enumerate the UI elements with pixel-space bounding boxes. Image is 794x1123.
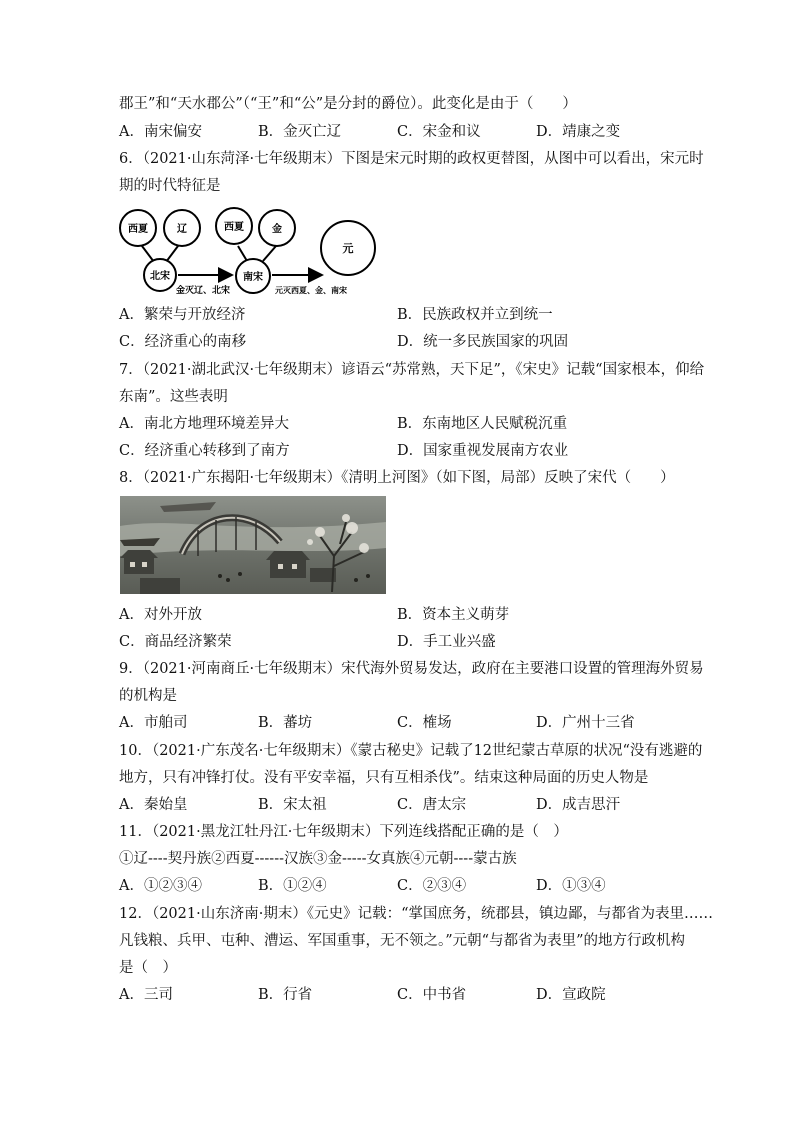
arrow-2-label: 元灭西夏、金、南宋 [275, 286, 347, 295]
svg-text:西夏: 西夏 [128, 224, 148, 235]
q7-option-b[interactable]: B．东南地区人民赋税沉重 [397, 416, 568, 432]
intro-line: 郡王”和“天水郡公”（“王”和“公”是分封的爵位）。此变化是由于（ ） [119, 96, 577, 112]
svg-text:西夏: 西夏 [224, 222, 244, 233]
q11-option-c[interactable]: C．②③④ [397, 878, 467, 894]
q8-option-c[interactable]: C．商品经济繁荣 [119, 634, 232, 650]
node-liao [164, 210, 200, 246]
q8-option-a[interactable]: A．对外开放 [119, 607, 202, 623]
q9-option-c[interactable]: C．榷场 [397, 715, 452, 731]
q10-option-a[interactable]: A．秦始皇 [119, 797, 188, 813]
q11-option-d[interactable]: D．①③④ [536, 878, 606, 894]
q10-option-d[interactable]: D．成吉思汗 [536, 797, 621, 813]
q5-option-b[interactable]: B．金灭亡辽 [258, 124, 342, 140]
q12-option-a[interactable]: A．三司 [119, 987, 173, 1003]
q9-option-a[interactable]: A．市舶司 [119, 715, 188, 731]
q9-stem-line-1: 9．（2021·河南商丘·七年级期末）宋代海外贸易发达，政府在主要港口设置的管理海外贸易 [119, 661, 704, 677]
qingming-painting-image [120, 496, 386, 594]
svg-text:辽: 辽 [177, 224, 187, 235]
q7-option-d[interactable]: D．国家重视发展南方农业 [397, 443, 569, 459]
q12-option-c[interactable]: C．中书省 [397, 987, 467, 1003]
q6-option-c[interactable]: C．经济重心的南移 [119, 334, 247, 350]
q8-stem-line-1: 8．（2021·广东揭阳·七年级期末）《清明上河图》（如下图，局部）反映了宋代（ ） [119, 470, 675, 486]
q6-option-b[interactable]: B．民族政权并立到统一 [397, 307, 553, 323]
q9-option-b[interactable]: B．蕃坊 [258, 715, 313, 731]
q9-option-d[interactable]: D．广州十三省 [536, 715, 635, 731]
q10-option-c[interactable]: C．唐太宗 [397, 797, 467, 813]
q11-stem-line-1: 11．（2021·黑龙江牡丹江·七年级期末）下列连线搭配正确的是（ ） [119, 824, 568, 840]
q10-stem-line-1: 10．（2021·广东茂名·七年级期末）《蒙古秘史》记载了12世纪蒙古草原的状况“没有逃避的 [119, 743, 703, 759]
q12-option-b[interactable]: B．行省 [258, 987, 313, 1003]
node-xixia-2 [216, 208, 252, 244]
node-jin [259, 210, 295, 246]
q7-option-c[interactable]: C．经济重心转移到了南方 [119, 443, 290, 459]
q6-option-d[interactable]: D．统一多民族国家的巩固 [397, 334, 569, 350]
q6-stem-line-2: 期的时代特征是 [119, 178, 221, 194]
svg-text:南宋: 南宋 [243, 272, 263, 283]
node-xixia-1 [120, 210, 156, 246]
svg-text:北宋: 北宋 [150, 271, 170, 282]
node-nansong [236, 259, 270, 293]
svg-text:金: 金 [272, 224, 282, 235]
q11-option-a[interactable]: A．①②③④ [119, 878, 202, 894]
q8-option-d[interactable]: D．手工业兴盛 [397, 634, 496, 650]
q12-option-d[interactable]: D．宣政院 [536, 987, 606, 1003]
connector-line [238, 246, 247, 261]
q6-option-a[interactable]: A．繁荣与开放经济 [119, 307, 246, 323]
node-yuan [321, 221, 375, 275]
connector-line [166, 246, 178, 262]
q5-option-d[interactable]: D．靖康之变 [536, 124, 621, 140]
svg-text:元: 元 [342, 242, 354, 255]
q5-option-a[interactable]: A．南宋偏安 [119, 124, 202, 140]
q7-option-a[interactable]: A．南北方地理环境差异大 [119, 416, 289, 432]
q6-stem-line-1: 6．（2021·山东菏泽·七年级期末）下图是宋元时期的政权更替图，从图中可以看出，宋元时 [119, 151, 704, 167]
q10-option-b[interactable]: B．宋太祖 [258, 797, 327, 813]
q11-stem-line-2: ①辽----契丹族②西夏------汉族③金-----女真族④元朝----蒙古族 [119, 851, 517, 867]
q9-stem-line-2: 的机构是 [119, 688, 177, 704]
regime-succession-diagram [118, 204, 380, 300]
q7-stem-line-1: 7．（2021·湖北武汉·七年级期末）谚语云“苏常熟，天下足”，《宋史》记载“国家根本，仰给 [119, 362, 705, 378]
q11-option-b[interactable]: B．①②④ [258, 878, 327, 894]
q12-stem-line-2: 凡钱粮、兵甲、屯种、漕运、军国重事，无不领之。”元朝“与都省为表里”的地方行政机构 [119, 933, 685, 949]
q5-option-c[interactable]: C．宋金和议 [397, 124, 481, 140]
connector-line [263, 246, 276, 261]
connector-line [142, 246, 154, 262]
q10-stem-line-2: 地方，只有冲锋打仗。没有平安幸福，只有互相杀伐”。结束这种局面的历史人物是 [119, 770, 649, 786]
arrow-1-label: 金灭辽、北宋 [175, 286, 231, 296]
node-beisong [144, 259, 176, 291]
q7-stem-line-2: 东南”。这些表明 [119, 389, 228, 405]
q12-stem-line-3: 是（ ） [119, 960, 177, 976]
q12-stem-line-1: 12．（2021·山东济南·期末）《元史》记载：“掌国庶务，统郡县，镇边鄙，与都省为表里…… [119, 906, 713, 922]
q8-option-b[interactable]: B．资本主义萌芽 [397, 607, 510, 623]
